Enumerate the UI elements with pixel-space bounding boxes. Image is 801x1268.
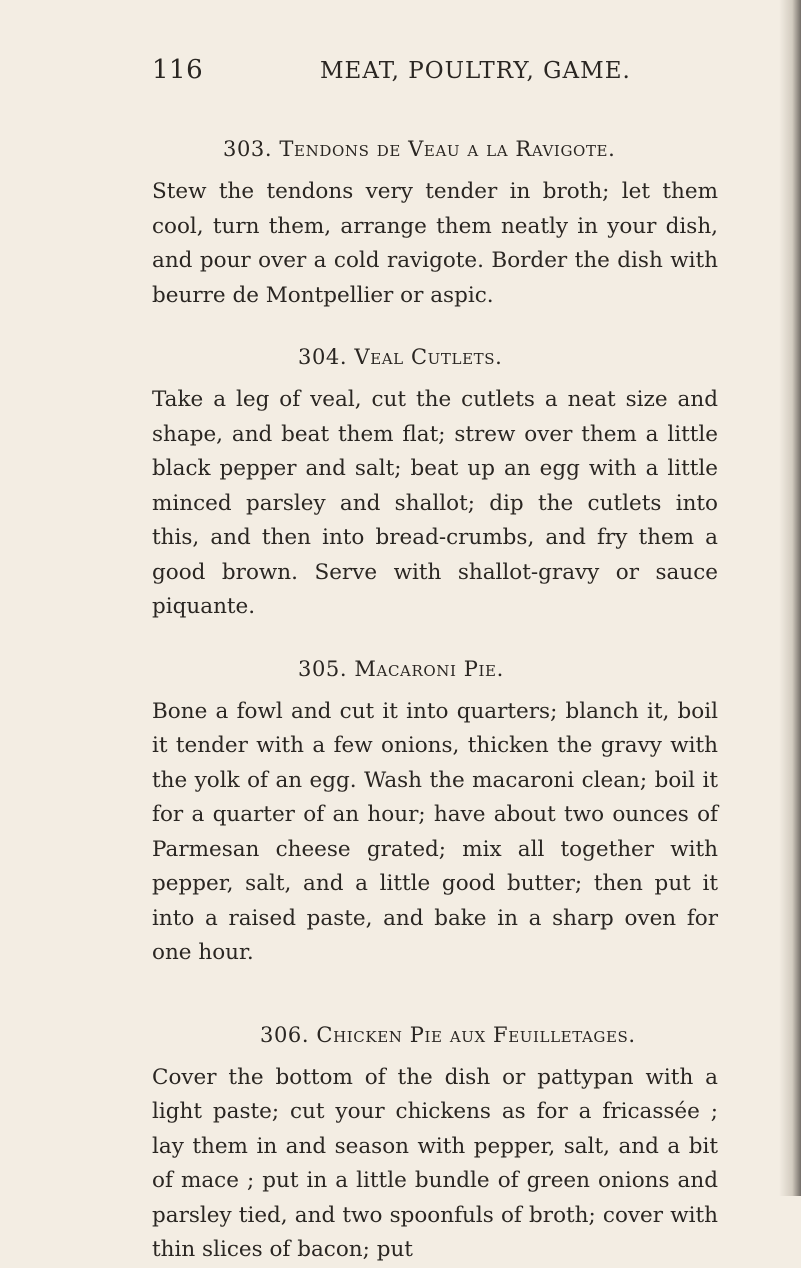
recipe-303 (152, 135, 718, 313)
recipe-title: 303. Tendons de Veau a la Ravigote. (223, 137, 616, 161)
recipe-body: Cover the bottom of the dish or pattypan with a light paste; cut your chickens as for a fricassée ; lay them in and season with pepper, salt, and a bit of mace ; put in a little bundle of green onions and parsley tied, and two spoonfuls of broth; cover with thin slices of bacon; put (152, 1064, 718, 1262)
section-spacer (152, 625, 718, 655)
page-edge-shadow (779, 0, 801, 1196)
section-spacer (152, 971, 718, 1021)
recipe-body: Bone a fowl and cut it into quarters; blanch it, boil it tender with a few onions, thicken the gravy with the yolk of an egg. Wash the macaroni clean; boil it for a quarter of an hour; have about two ounces of Parmesan cheese grated; mix all together with pepper, salt, and a little good butter; then put it into a raised paste, and bake in a sharp oven for one hour. (152, 698, 718, 965)
running-title: MEAT, POULTRY, GAME. (320, 58, 631, 84)
section-spacer (152, 313, 718, 343)
page-number: 116 (152, 55, 204, 85)
recipe-title: 306. Chicken Pie aux Feuilletages. (260, 1022, 636, 1047)
recipe-body: Stew the tendons very tender in broth; let them cool, turn them, arrange them neatly in your dish, and pour over a cold ravigote. Border the dish with beurre de Montpellier or aspic. (152, 179, 718, 308)
recipe-title: 305. Macaroni Pie. (298, 656, 504, 681)
recipe-306 (152, 1021, 718, 1268)
recipe-304 (152, 343, 718, 625)
recipe-title: 304. Veal Cutlets. (298, 345, 503, 369)
recipe-body: Take a leg of veal, cut the cutlets a neat size and shape, and beat them flat; strew over them a little black pepper and salt; beat up an egg with a little minced parsley and shallot; dip the cutlets into this, and then into bread-crumbs, and fry them a good brown. Serve with shallot-gravy or sauce piquante. (152, 387, 718, 619)
page-content (152, 135, 718, 1268)
recipe-305 (152, 655, 718, 971)
running-head (152, 55, 712, 95)
